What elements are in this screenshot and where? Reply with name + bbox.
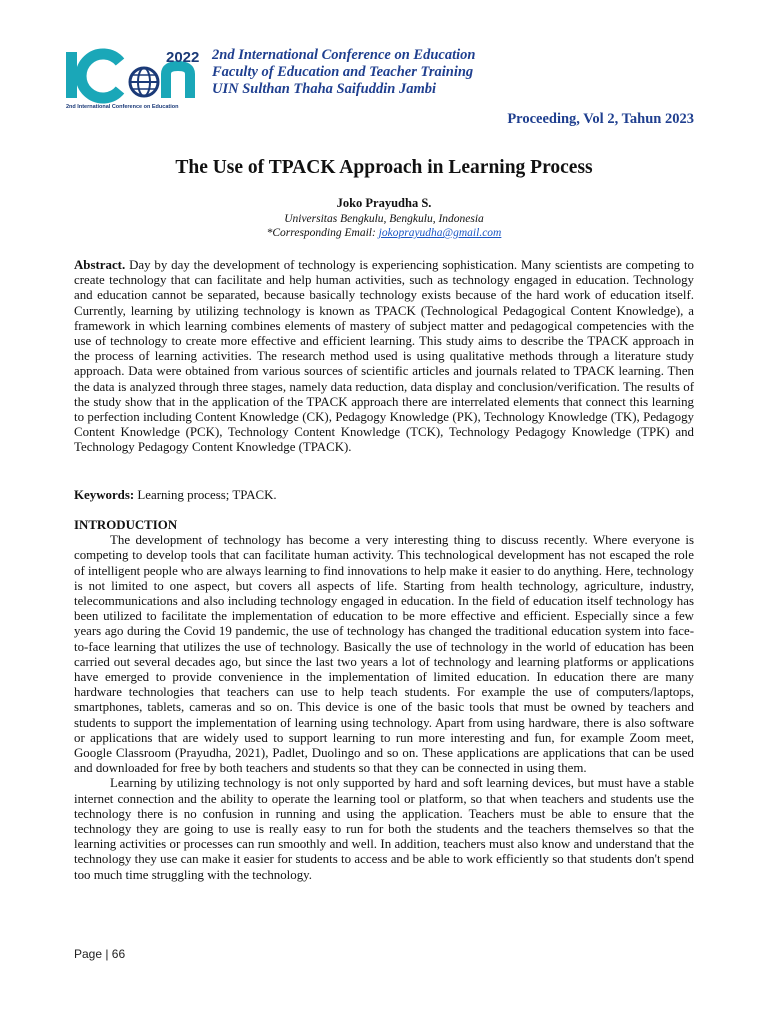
- icon-2022-logo: [62, 44, 212, 116]
- keywords-text: Learning process; TPACK.: [134, 488, 277, 502]
- introduction-heading: INTRODUCTION: [74, 518, 178, 532]
- introduction-section: [74, 518, 694, 883]
- logo-caption: 2nd International Conference on Education: [66, 104, 179, 110]
- conference-info: [212, 47, 475, 98]
- keywords-section: [74, 488, 694, 503]
- abstract-label: Abstract.: [74, 258, 126, 272]
- author-name: Joko Prayudha S.: [336, 196, 432, 210]
- abstract-paragraph: [74, 258, 694, 456]
- abstract-text: Day by day the development of technology is experiencing sophistication. Many scientists are competing to create technology that can facilitate and help human activities, such as technology engaged in education. Technology and education cannot be separated, because basically technology exists because of the hard work of education itself. Currently, learning by utilizing technology is known as TPACK (Technological Pedagogical Content Knowledge), a framework in which learning combines elements of mastery of subject matter and pedagogical competencies with the use of technology to create more effective and efficient learning. This study aims to describe the TPACK approach in the process of learning activities. The research method used is using qualitative methods through a literature study approach. Data were obtained from various sources of scientific articles and journals related to TPACK learning. Then the data is analyzed through three stages, namely data reduction, data display and conclusion/verification. The results of the study show that in the application of the TPACK approach there are interrelated elements that connect this learning to perfection including Content Knowledge (CK), Pedagogy Knowledge (PK), Technology Knowledge (TK), Pedagogy Content Knowledge (PCK), Technology Content Knowledge (TCK), Technology Pedagogy Knowledge (TPK) and Technology Pedagogy Content Knowledge (TPACK).: [74, 258, 694, 455]
- corresponding-label: *Corresponding Email:: [266, 227, 379, 239]
- faculty-name: Faculty of Education and Teacher Training: [212, 64, 474, 80]
- abstract-section: [74, 258, 694, 456]
- svg-text:2022: 2022: [166, 49, 200, 66]
- logo-year-text: [62, 44, 212, 104]
- corresponding-email: [0, 226, 768, 240]
- paper-title: The Use of TPACK Approach in Learning Process: [175, 157, 593, 178]
- page-number: Page | 66: [74, 947, 126, 961]
- intro-paragraph-1: The development of technology has become a very interesting thing to discuss recently. Where everyone is competing to develop tools that can facilitate human activity. This technological development has not escaped the role of intelligent people who are always learning to find innovations to help make it easier to do anything. Here, technology is not limited to one aspect, but covers all aspects of life. Starting from health technology, agriculture, industry, telecommunications and also including technology engaged in education. In the field of education itself technology has been utilized to facilitate the implementation of education to be more effective and efficient. Especially since a few years ago during the Covid 19 pandemic, the use of technology has changed the traditional education system into face-to-face learning that utilizes the use of technology. Basically the use of technology in the world of education has been carried out several decades ago, but since the last two years a lot of technology and learning platforms or applications have emerged to provide convenience in the implementation of limited education. In education there are many hardware technologies that teachers can use to help teach students. For example the use of computers/laptops, smartphones, tablets, cameras and so on. This device is one of the basic tools that must be owned by teachers and students to support the implementation of learning using technology. Apart from using hardware, there is also software or applications that are widely used to support learning to run more interesting and fun, for example Zoom meet, Google Classroom (Prayudha, 2021), Padlet, Duolingo and so on. These applications are applications that can be used and downloaded for free by both teachers and students so that they can be connected in using them.: [74, 533, 694, 776]
- proceeding-label: Proceeding, Vol 2, Tahun 2023: [507, 111, 694, 127]
- university-name: UIN Sulthan Thaha Saifuddin Jambi: [212, 81, 437, 97]
- author-affiliation: [0, 212, 768, 240]
- affiliation-text: Universitas Bengkulu, Bengkulu, Indonesia: [284, 213, 484, 225]
- keywords-paragraph: [74, 488, 694, 503]
- conference-name: 2nd International Conference on Education: [212, 47, 476, 63]
- keywords-label: Keywords:: [74, 488, 135, 502]
- intro-paragraph-2: Learning by utilizing technology is not only supported by hard and soft learning devices, but must have a stable internet connection and the ability to operate the learning tool or platform, so that when teachers and students use the technology there is no confusion in running and using the application. Teachers must be able to ensure that the technology they are going to use is really easy to run for both the students and the teachers themselves so that the learning activities or processes can run smoothly and well. In addition, teachers must also know and understand that the technology they use can make it easier for students to access and be able to work efficiently so that students don't spend too much time struggling with the technology.: [74, 776, 694, 882]
- email-link[interactable]: jokoprayudha@gmail.com: [378, 227, 502, 239]
